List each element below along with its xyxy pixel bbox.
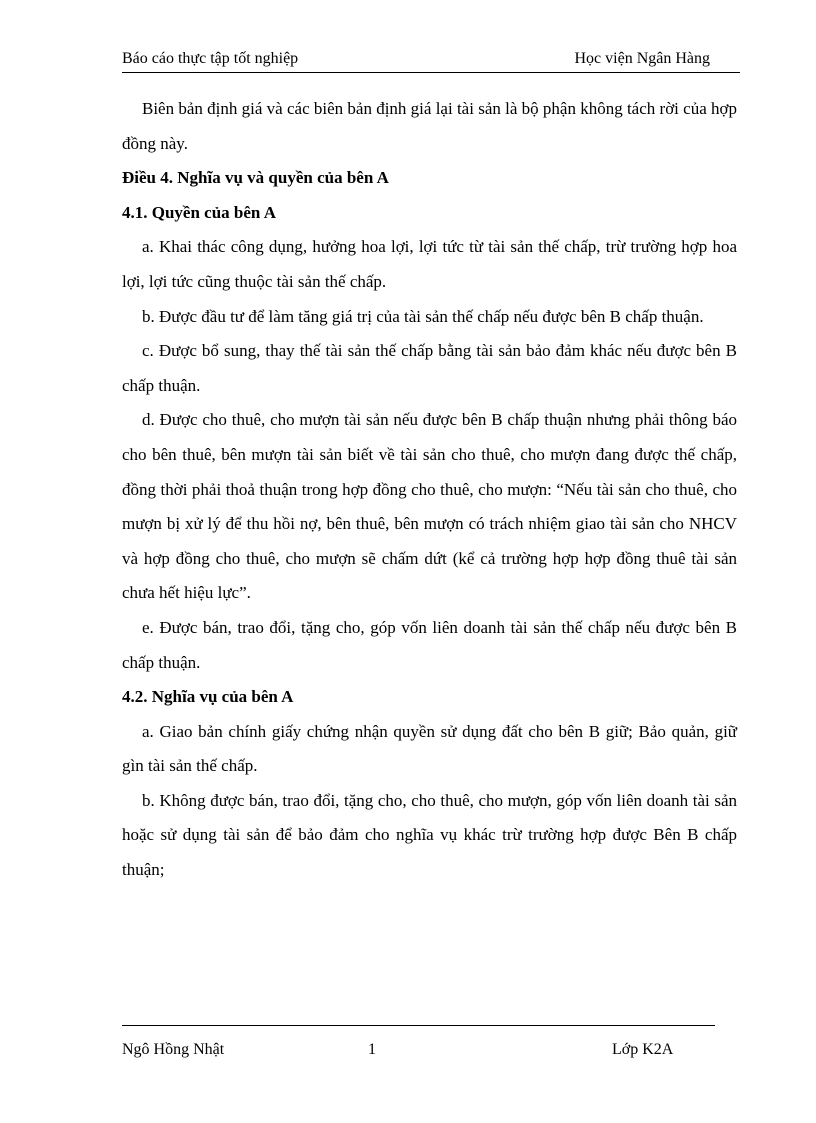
paragraph-right-e: e. Được bán, trao đổi, tặng cho, góp vốn liên doanh tài sản thế chấp nếu được bên B chấp thuận.	[122, 617, 737, 672]
paragraph-obligation-b: b. Không được bán, trao đổi, tặng cho, cho thuê, cho mượn, góp vốn liên doanh tài sản hoặc sử dụng tài sản để bảo đảm cho nghĩa vụ khác trừ trường hợp được Bên B chấp thuận;	[122, 790, 737, 880]
paragraph-valuation-minutes: Biên bản định giá và các biên bản định giá lại tài sản là bộ phận không tách rời của hợp đồng này.	[122, 99, 737, 153]
heading-article-4: Điều 4. Nghĩa vụ và quyền của bên A	[122, 168, 389, 188]
paragraph-right-a: a. Khai thác công dụng, hưởng hoa lợi, lợi tức từ tài sản thế chấp, trừ trường hợp hoa lợi, lợi tức cũng thuộc tài sản thế chấp.	[122, 237, 737, 291]
heading-section-4-2: 4.2. Nghĩa vụ của bên A	[122, 687, 294, 707]
footer-class: Lớp K2A	[612, 1041, 674, 1058]
paragraph-right-b: b. Được đầu tư để làm tăng giá trị của tài sản thế chấp nếu được bên B chấp thuận.	[142, 306, 704, 326]
footer-author: Ngô Hồng Nhật	[122, 1041, 225, 1058]
paragraph-right-c: c. Được bổ sung, thay thế tài sản thế chấp bằng tài sản bảo đảm khác nếu được bên B chấp thuận.	[122, 341, 737, 395]
paragraph-right-d: d. Được cho thuê, cho mượn tài sản nếu được bên B chấp thuận nhưng phải thông báo cho bên thuê, bên mượn tài sản biết về tài sản cho thuê, cho mượn đang được thế chấp, đồng thời phải thoả thuận trong hợp đồng cho thuê, cho mượn: “Nếu tài sản cho thuê, cho mượn bị xử lý để thu hồi nợ, bên thuê, bên mượn có trách nhiệm giao tài sản cho NHCV và hợp đồng cho thuê, cho mượn sẽ chấm dứt (kể cả trường hợp hợp đồng thuê tài sản chưa hết hiệu lực”.	[122, 410, 737, 603]
footer-page-number: 1	[368, 1041, 376, 1058]
heading-section-4-1: 4.1. Quyền của bên A	[122, 202, 276, 222]
footer-divider	[122, 1025, 715, 1026]
header-report-title: Báo cáo thực tập tốt nghiệp	[122, 50, 299, 67]
document-body	[122, 92, 737, 888]
page-header	[122, 50, 740, 73]
paragraph-obligation-a: a. Giao bản chính giấy chứng nhận quyền sử dụng đất cho bên B giữ; Bảo quản, giữ gìn tài sản thế chấp.	[122, 721, 737, 776]
header-institution: Học viện Ngân Hàng	[574, 50, 710, 67]
